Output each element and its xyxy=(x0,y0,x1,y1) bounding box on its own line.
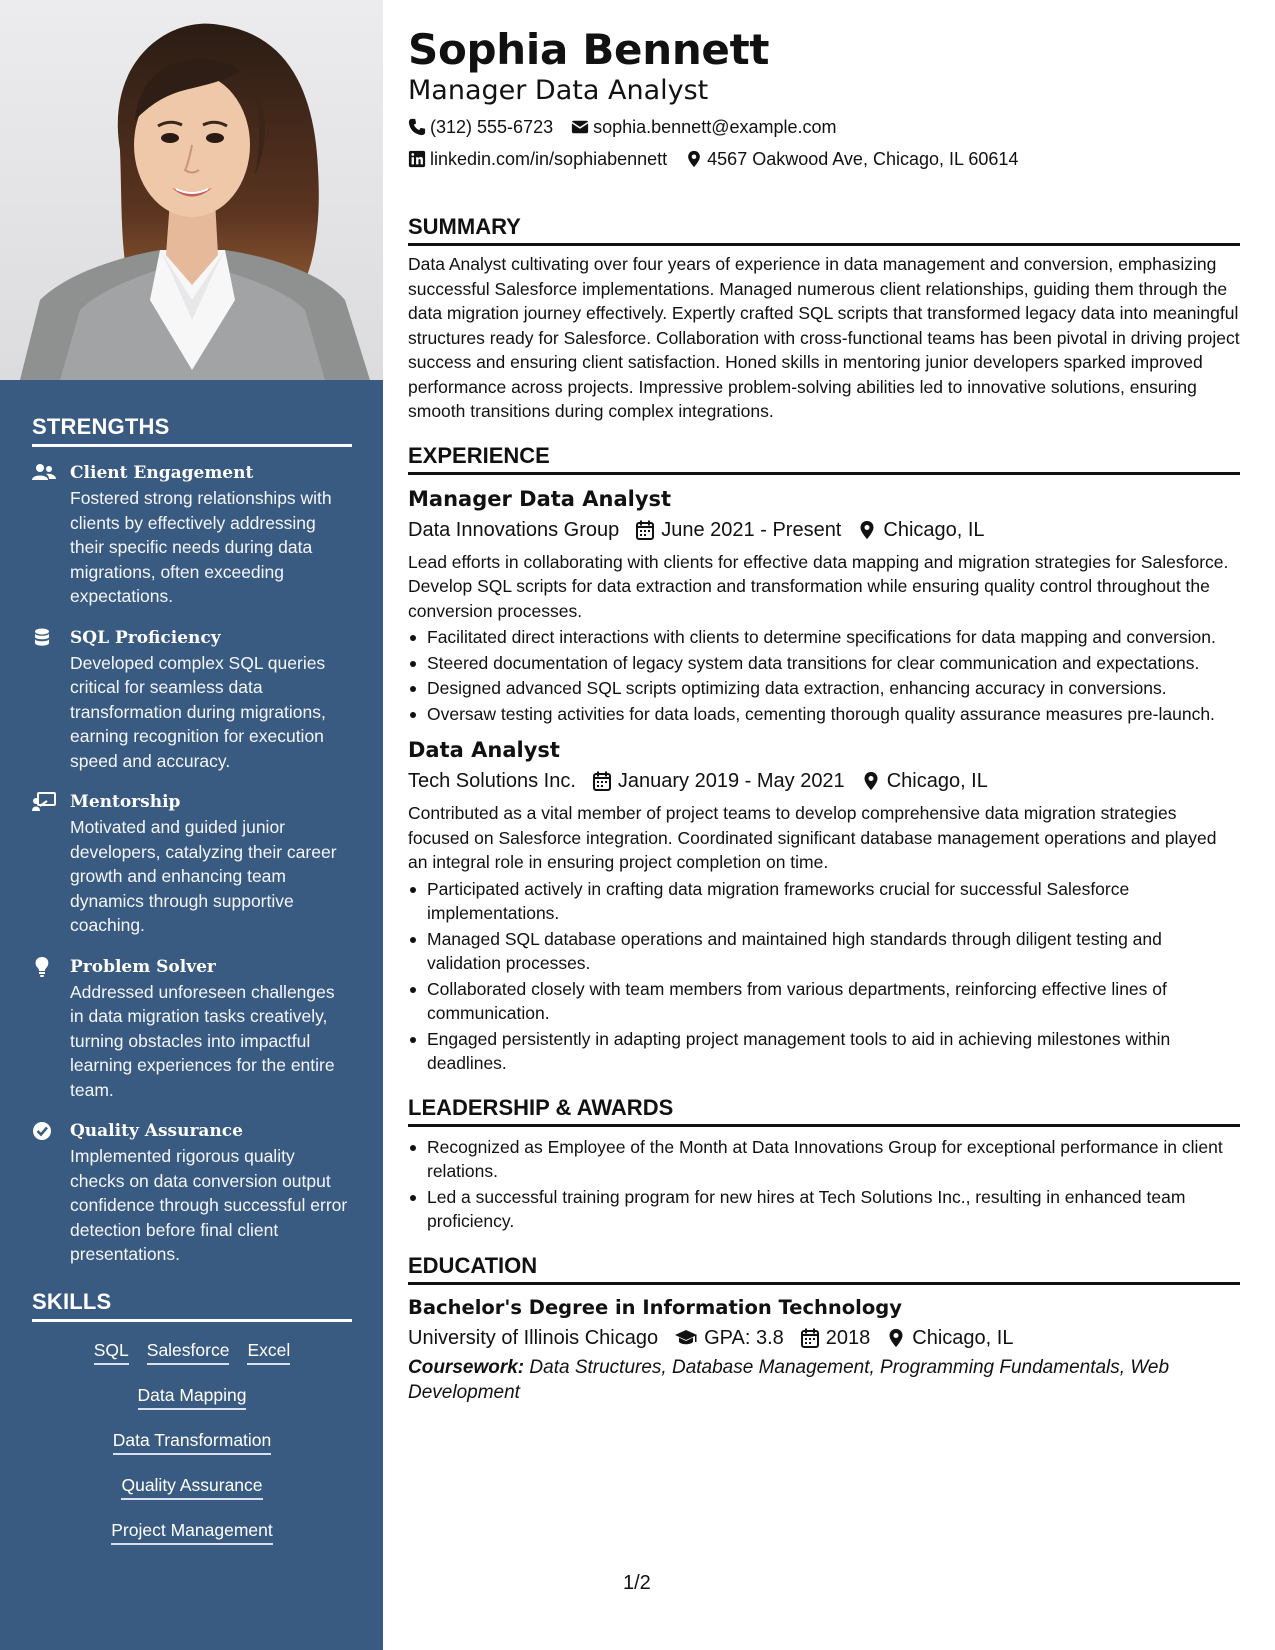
education-meta xyxy=(408,1324,1240,1352)
job-dates: June 2021 - Present xyxy=(661,518,842,541)
graduation-year: 2018 xyxy=(825,1326,871,1349)
address: 4567 Oakwood Ave, Chicago, IL 60614 xyxy=(707,149,1019,169)
strength-title: SQL Proficiency xyxy=(70,627,221,648)
list-item: Led a successful training program for new hires at Tech Solutions Inc., resulting in enhanced team proficiency. xyxy=(408,1185,1240,1234)
map-marker-icon xyxy=(857,520,877,540)
education-heading: EDUCATION xyxy=(408,1252,1240,1285)
job-entry xyxy=(408,736,1240,1076)
skill-tag: Salesforce xyxy=(147,1338,230,1365)
skills-heading: SKILLS xyxy=(32,1289,352,1322)
skill-tag: Data Mapping xyxy=(138,1383,247,1410)
job-role: Data Analyst xyxy=(408,738,560,762)
strength-item xyxy=(32,1119,351,1267)
contact-row xyxy=(408,147,1240,171)
job-role: Manager Data Analyst xyxy=(408,486,672,511)
strength-title: Problem Solver xyxy=(70,956,216,977)
experience-heading: EXPERIENCE xyxy=(408,442,1240,475)
skills-list xyxy=(32,1338,352,1545)
job-bullets xyxy=(408,625,1240,726)
contact-row xyxy=(408,115,1240,139)
list-item: Engaged persistently in adapting project management tools to aid in achieving milestones within deadlines. xyxy=(408,1027,1240,1076)
strength-desc: Developed complex SQL queries critical for seamless data transformation during migrations, earning recognition for execution speed and accuracy. xyxy=(70,652,326,771)
strength-title: Quality Assurance xyxy=(70,1121,243,1141)
school-location: Chicago, IL xyxy=(912,1326,1014,1349)
strength-item xyxy=(32,955,351,1103)
strength-desc: Implemented rigorous quality checks on data conversion output confidence through successful error detection before final client presentations. xyxy=(70,1146,348,1264)
skill-tag: Project Management xyxy=(111,1518,272,1545)
list-item: Recognized as Employee of the Month at Data Innovations Group for exceptional performance in client relations. xyxy=(408,1135,1240,1184)
list-item: Managed SQL database operations and maintained high standards through diligent testing and validation processes. xyxy=(408,927,1240,976)
list-item: Oversaw testing activities for data loads, cementing thorough quality assurance measures pre-launch. xyxy=(408,702,1240,727)
strength-item xyxy=(32,461,351,609)
main-content xyxy=(408,0,1240,1405)
job-meta xyxy=(408,516,1240,544)
school-name: University of Illinois Chicago xyxy=(408,1326,659,1349)
email-link[interactable]: sophia.bennett@example.com xyxy=(593,117,837,137)
map-marker-icon xyxy=(685,150,703,168)
strength-item xyxy=(32,790,351,938)
list-item: Collaborated closely with team members from various departments, reinforcing effective lines of communication. xyxy=(408,977,1240,1026)
linkedin-link[interactable]: linkedin.com/in/sophiabennett xyxy=(430,149,668,169)
leadership-list xyxy=(408,1135,1240,1234)
strength-desc: Addressed unforeseen challenges in data migration tasks creatively, turning obstacles into impactful learning experiences for the entire team. xyxy=(70,981,335,1100)
check-circle-icon xyxy=(32,1119,70,1267)
job-meta xyxy=(408,767,1240,795)
job-location: Chicago, IL xyxy=(883,518,985,541)
list-item: Designed advanced SQL scripts optimizing data extraction, enhancing accuracy in conversions. xyxy=(408,676,1240,701)
job-entry xyxy=(408,485,1240,727)
summary-text: Data Analyst cultivating over four years of experience in data management and conversion, emphasizing successful Salesforce implementations. Managed numerous client relationships, guiding them through the data migration journey effectively. Expertly crafted SQL scripts that transformed legacy data into meaningful structures ready for Salesforce. Collaboration with cross-functional teams has been pivotal in driving project success and ensuring client satisfaction. Honed skills in mentoring junior developers sparked improved performance across projects. Impressive problem-solving abilities led to innovative solutions, ensuring smooth transitions during complex integrations. xyxy=(408,254,1240,421)
graduation-cap-icon xyxy=(674,1328,698,1348)
strength-title: Mentorship xyxy=(70,792,181,812)
strength-item xyxy=(32,626,351,774)
job-description: Lead efforts in collaborating with clients for effective data mapping and migration strategies for Salesforce. Develop SQL scripts for data extraction and transformation while ensuring quality control throughout the conversion processes. xyxy=(408,551,1229,621)
coursework-list: Data Structures, Database Management, Programming Fundamentals, Web Development xyxy=(408,1356,1170,1403)
phone-number[interactable]: (312) 555-6723 xyxy=(430,117,554,137)
candidate-title: Manager Data Analyst xyxy=(408,75,709,106)
job-description: Contributed as a vital member of project teams to develop comprehensive data migration strategies focused on Salesforce integration. Coordinated significant database management operations and played an integral role in ensuring project completion on time. xyxy=(408,803,1217,872)
strengths-list xyxy=(32,461,351,1267)
skill-tag: Excel xyxy=(247,1338,290,1365)
linkedin-icon xyxy=(408,150,426,168)
lightbulb-icon xyxy=(32,955,70,1103)
list-item: Participated actively in crafting data migration frameworks crucial for successful Salesforce implementations. xyxy=(408,877,1240,926)
page-number: 1/2 xyxy=(623,1572,651,1594)
coursework-label: Coursework: xyxy=(408,1356,525,1378)
strength-desc: Motivated and guided junior developers, catalyzing their career growth and enhancing team dynamics through supportive coaching. xyxy=(70,817,337,935)
skill-tag: Quality Assurance xyxy=(121,1473,262,1500)
leadership-heading: LEADERSHIP & AWARDS xyxy=(408,1094,1240,1127)
coursework xyxy=(408,1355,1240,1405)
database-icon xyxy=(32,626,70,774)
strength-title: Client Engagement xyxy=(70,463,254,483)
users-icon xyxy=(32,461,70,609)
map-marker-icon xyxy=(861,771,881,791)
summary-heading: SUMMARY xyxy=(408,213,1240,246)
calendar-icon xyxy=(800,1328,820,1348)
list-item: Facilitated direct interactions with clients to determine specifications for data mapping and conversion. xyxy=(408,625,1240,650)
sidebar xyxy=(0,0,383,1650)
skill-tag: Data Transformation xyxy=(113,1428,272,1455)
strength-desc: Fostered strong relationships with clients by effectively addressing their specific needs during data migrations, often exceeding expectations. xyxy=(70,488,332,606)
calendar-icon xyxy=(592,771,612,791)
job-bullets xyxy=(408,877,1240,1076)
chalkboard-teacher-icon xyxy=(32,790,70,938)
job-location: Chicago, IL xyxy=(886,770,988,792)
calendar-icon xyxy=(635,520,655,540)
envelope-icon xyxy=(571,118,589,136)
job-company: Tech Solutions Inc. xyxy=(408,770,576,792)
job-company: Data Innovations Group xyxy=(408,518,620,541)
profile-photo xyxy=(0,0,383,380)
degree: Bachelor's Degree in Information Technology xyxy=(408,1295,902,1319)
gpa: GPA: 3.8 xyxy=(704,1326,784,1349)
phone-icon xyxy=(408,118,426,136)
job-dates: January 2019 - May 2021 xyxy=(617,770,845,792)
skill-tag: SQL xyxy=(94,1338,129,1365)
strengths-heading: STRENGTHS xyxy=(32,414,352,447)
candidate-name: Sophia Bennett xyxy=(408,25,770,74)
list-item: Steered documentation of legacy system data transitions for clear communication and expectations. xyxy=(408,651,1240,676)
map-marker-icon xyxy=(886,1328,906,1348)
